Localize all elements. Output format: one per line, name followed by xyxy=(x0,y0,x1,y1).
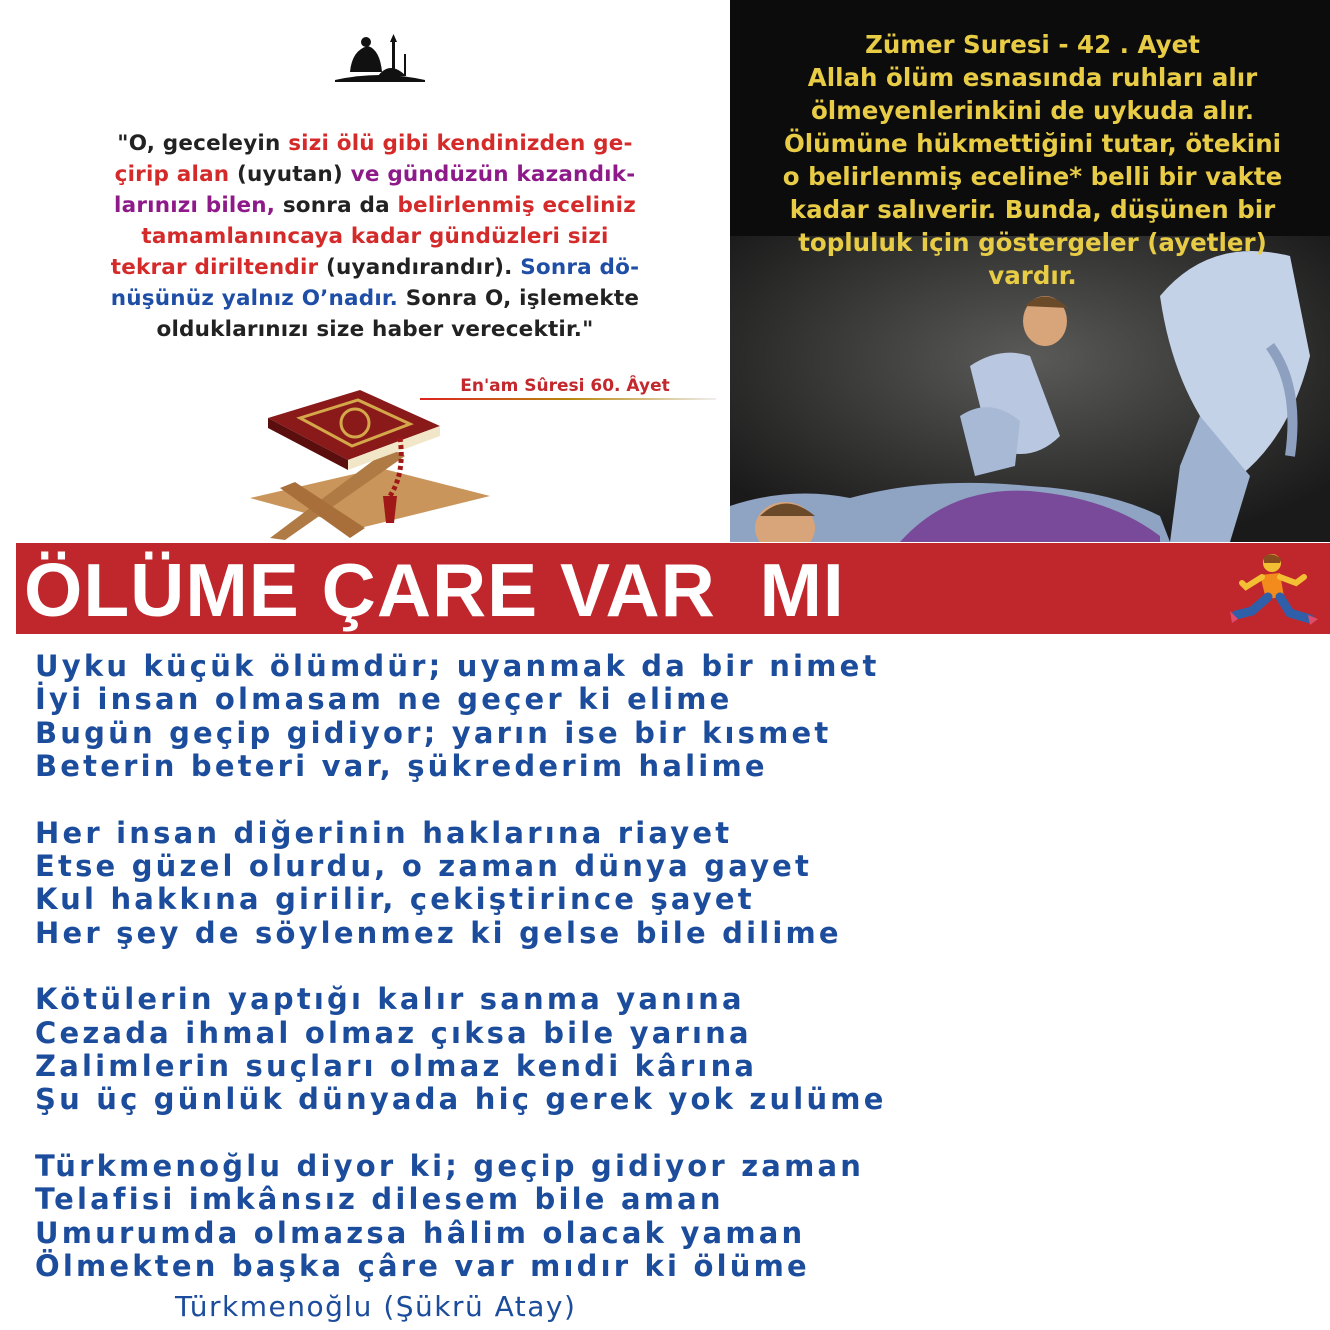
poem-line: Uyku küçük ölümdür; uyanmak da bir nimet xyxy=(35,649,880,683)
verse-source: En'am Sûresi 60. Âyet xyxy=(460,376,670,396)
zumer-line: ölmeyenlerinkini de uykuda alır. xyxy=(810,96,1255,125)
quote-segment: sonra da xyxy=(282,193,398,218)
poem-stanza xyxy=(35,817,1305,951)
enam-verse-quote xyxy=(30,128,720,345)
poem-line: Bugün geçip gidiyor; yarın ise bir kısmet xyxy=(35,715,832,750)
quote-segment: tekrar diriltendir xyxy=(110,255,327,280)
quote-segment: Sonra dö- xyxy=(520,255,640,280)
poem-stanza xyxy=(35,983,1305,1117)
quote-segment: belirlenmiş eceliniz xyxy=(397,193,636,218)
poem-stanza xyxy=(35,650,1305,784)
poem-line: Umurumda olmazsa hâlim olacak yaman xyxy=(35,1215,806,1250)
poem-author: Türkmenoğlu (Şükrü Atay) xyxy=(175,1290,577,1323)
zumer-line: Zümer Suresi - 42 . Ayet xyxy=(865,30,1200,59)
poem-line: Etse güzel olurdu, o zaman dünya gayet xyxy=(35,849,813,884)
poem-line: Zalimlerin suçları olmaz kendi kârına xyxy=(35,1049,758,1084)
quote-segment: "O, geceleyin xyxy=(117,131,289,156)
left-verse-panel xyxy=(0,0,730,542)
mosque-logo-icon xyxy=(330,30,430,85)
poem-line: Kul hakkına girilir, çekiştirince şayet xyxy=(35,882,755,917)
zumer-line: Allah ölüm esnasında ruhları alır xyxy=(807,63,1258,92)
zumer-line: topluluk için göstergeler (ayetler) xyxy=(798,228,1267,257)
poem-line: Telafisi imkânsız dilesem bile aman xyxy=(35,1182,724,1217)
zumer-line: vardır. xyxy=(988,261,1077,290)
banner-title: ÖLÜME ÇARE VAR MI xyxy=(24,548,845,632)
poem-line: Beterin beteri var, şükrederim halime xyxy=(35,749,768,784)
running-person-icon xyxy=(1224,553,1320,631)
poem-line: Kötülerin yaptığı kalır sanma yanına xyxy=(35,982,745,1017)
quote-segment: tamamlanıncaya kadar gündüzleri sizi xyxy=(141,224,609,249)
poem-line: Cezada ihmal olmaz çıksa bile yarına xyxy=(35,1015,752,1050)
poem-stanza xyxy=(35,1150,1305,1284)
quote-segment: ve gündüzün kazandık- xyxy=(350,162,636,187)
zumer-verse-text xyxy=(745,28,1320,292)
zumer-line: o belirlenmiş eceline* belli bir vakte xyxy=(782,162,1283,191)
quote-segment: larınızı bilen, xyxy=(114,193,283,218)
quote-segment: sizi ölü gibi kendinizden ge- xyxy=(288,131,633,156)
poem-line: İyi insan olmasam ne geçer ki elime xyxy=(35,682,733,717)
zumer-line: Ölümüne hükmettiğini tutar, ötekini xyxy=(783,129,1282,158)
zumer-line: kadar salıverir. Bunda, düşünen bir xyxy=(789,195,1276,224)
right-verse-panel xyxy=(730,0,1330,542)
quote-segment: (uyutan) xyxy=(236,162,351,187)
poem xyxy=(35,650,1305,1317)
poem-line: Ölmekten başka çâre var mıdır ki ölüme xyxy=(35,1249,810,1284)
poem-line: Her insan diğerinin haklarına riayet xyxy=(35,815,733,850)
poem-line: Şu üç günlük dünyada hiç gerek yok zulüme xyxy=(35,1082,887,1117)
quote-segment: olduklarınızı size haber verecektir." xyxy=(156,317,594,342)
quote-segment: (uyandırandır). xyxy=(326,255,521,280)
quran-on-stand-icon xyxy=(240,378,500,540)
quote-segment: Sonra O, işlemekte xyxy=(405,286,640,311)
poem-line: Her şey de söylenmez ki gelse bile dilime xyxy=(35,915,842,950)
quote-segment: nüşünüz yalnız O’nadır. xyxy=(110,286,406,311)
quote-segment: çirip alan xyxy=(114,162,237,187)
poem-line: Türkmenoğlu diyor ki; geçip gidiyor zaman xyxy=(35,1148,865,1183)
